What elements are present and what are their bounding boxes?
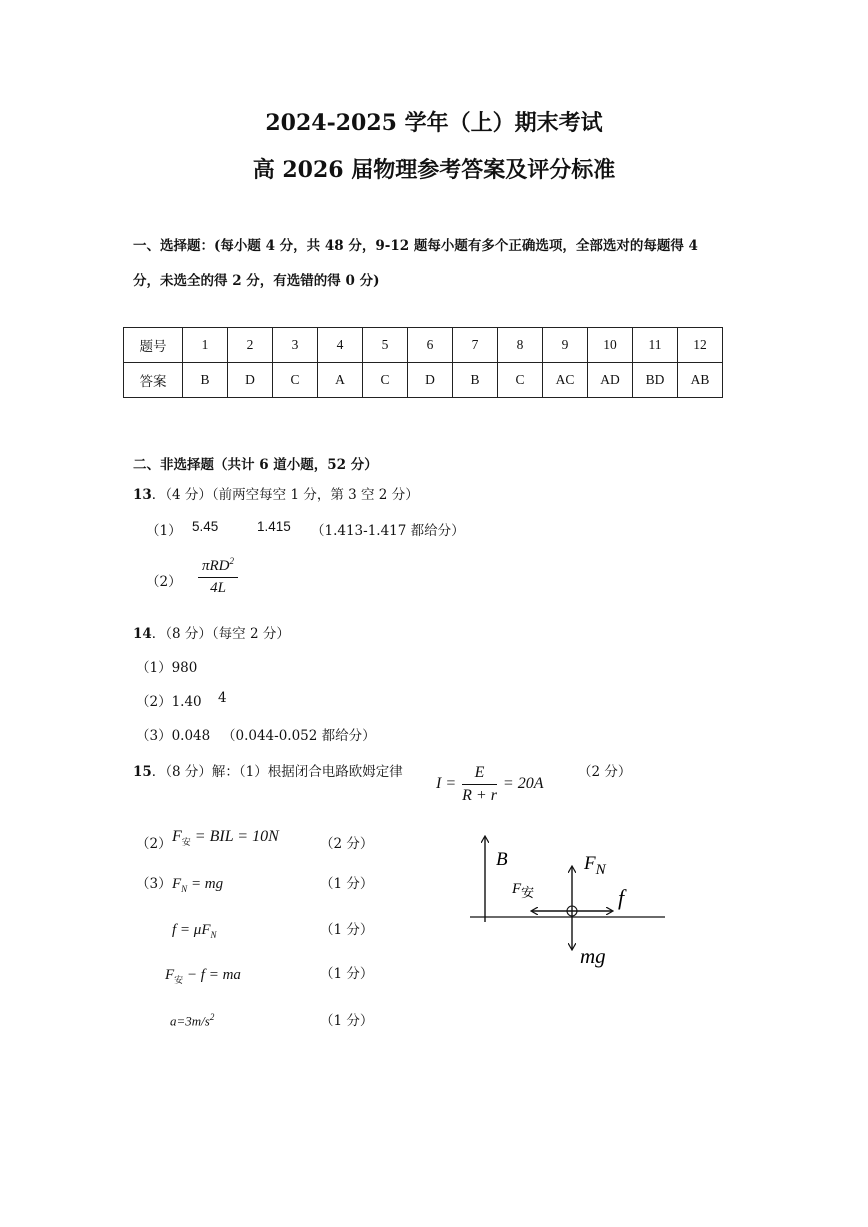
q13-numerator-exponent: 2 bbox=[229, 556, 235, 566]
q13-part2-label: （2） bbox=[146, 574, 182, 590]
table-cell: 12 bbox=[678, 328, 723, 363]
table-cell: 4 bbox=[318, 328, 363, 363]
q15-eq4-score: （1 分） bbox=[320, 922, 374, 938]
table-cell: C bbox=[273, 363, 318, 398]
table-cell: 7 bbox=[453, 328, 498, 363]
q15-eq6-score: （1 分） bbox=[320, 1013, 374, 1029]
q13-part2-fraction bbox=[198, 556, 238, 597]
q13-part1-value2: 1.415 bbox=[257, 519, 291, 534]
q13-part1-value1: 5.45 bbox=[192, 519, 219, 534]
q13-header bbox=[133, 483, 419, 503]
table-cell: AC bbox=[543, 363, 588, 398]
q15-eq1-rhs: = 20A bbox=[502, 775, 544, 793]
table-cell: B bbox=[183, 363, 228, 398]
q13-part1-label: （1） bbox=[146, 523, 182, 539]
q13-number: 13 bbox=[133, 487, 152, 503]
q14-number: 14 bbox=[133, 626, 152, 642]
q15-eq6-exp: 2 bbox=[209, 1012, 215, 1022]
page-title: 2024-2025 学年（上）期末考试 bbox=[265, 110, 603, 136]
label-fan-main: F bbox=[512, 881, 522, 897]
q13-part1-note: （1.413-1.417 都给分） bbox=[311, 523, 465, 539]
label-fn bbox=[583, 853, 607, 878]
table-cell: B bbox=[453, 363, 498, 398]
row-label-answer: 答案 bbox=[124, 363, 183, 398]
table-cell: D bbox=[408, 363, 453, 398]
q15-part2-label: （2） bbox=[136, 836, 172, 852]
q15-eq2-score: （2 分） bbox=[320, 836, 374, 852]
table-cell: BD bbox=[633, 363, 678, 398]
q15-eq2-F: F bbox=[172, 828, 182, 845]
label-fn-sub: N bbox=[595, 862, 606, 878]
q15-eq1-score: （2 分） bbox=[578, 764, 632, 780]
q15-eq3-F: F bbox=[172, 876, 182, 892]
q15-eq5-F: F bbox=[165, 967, 175, 983]
table-cell: AB bbox=[678, 363, 723, 398]
table-cell: 6 bbox=[408, 328, 453, 363]
q13-fraction-numerator: πRD bbox=[202, 558, 230, 574]
q15-eq4-sub: N bbox=[210, 930, 217, 940]
label-fan-sub: 安 bbox=[521, 886, 535, 901]
q14-part1: （1）980 bbox=[136, 660, 198, 676]
q14-part3: （3）0.048 bbox=[136, 728, 211, 744]
q13-header-text: ．（4 分）（前两空每空 1 分，第 3 空 2 分） bbox=[151, 487, 419, 503]
answer-table bbox=[123, 327, 723, 398]
label-b: B bbox=[496, 849, 508, 870]
table-cell: D bbox=[228, 363, 273, 398]
table-row-numbers bbox=[124, 328, 723, 363]
q15-eq1 bbox=[436, 764, 544, 805]
q15-eq5-score: （1 分） bbox=[320, 966, 374, 982]
table-cell: 5 bbox=[363, 328, 408, 363]
table-cell: 2 bbox=[228, 328, 273, 363]
q14-part2: （2）1.40 bbox=[136, 694, 202, 710]
table-cell: 8 bbox=[498, 328, 543, 363]
table-cell: C bbox=[498, 363, 543, 398]
row-label-number: 题号 bbox=[124, 328, 183, 363]
section1-heading-line1: 一、选择题：(每小题 4 分，共 48 分，9-12 题每小题有多个正确选项，全部选对的每题得 4 bbox=[133, 238, 698, 254]
label-mg: mg bbox=[580, 944, 606, 968]
q15-part3-label: （3） bbox=[136, 876, 172, 892]
table-cell: A bbox=[318, 363, 363, 398]
q15-eq4 bbox=[172, 922, 217, 940]
table-cell: 9 bbox=[543, 328, 588, 363]
q15-eq6 bbox=[170, 1012, 214, 1029]
label-f: f bbox=[618, 885, 625, 910]
q15-eq1-denominator: R + r bbox=[462, 787, 497, 804]
force-diagram bbox=[460, 825, 675, 975]
table-cell: 11 bbox=[633, 328, 678, 363]
table-cell: 10 bbox=[588, 328, 633, 363]
q15-eq1-lhs: I = bbox=[436, 775, 457, 793]
q15-eq3-score: （1 分） bbox=[320, 876, 374, 892]
q14-part3-note: （0.044-0.052 都给分） bbox=[222, 728, 376, 744]
q15-eq3-rhs: = mg bbox=[190, 876, 224, 892]
q15-header bbox=[133, 760, 403, 780]
label-fan bbox=[511, 881, 534, 901]
q15-number: 15 bbox=[133, 764, 152, 780]
q15-eq2-rhs: = BIL = 10N bbox=[194, 828, 279, 845]
q13-fraction-denominator: 4L bbox=[210, 580, 226, 596]
q14-part2-value2: 4 bbox=[218, 690, 227, 706]
table-cell: C bbox=[363, 363, 408, 398]
q15-eq4-lhs: f = μF bbox=[172, 922, 211, 938]
q14-header-text: ．（8 分）（每空 2 分） bbox=[151, 626, 290, 642]
q15-eq5-rhs: − f = ma bbox=[186, 967, 241, 983]
q14-header bbox=[133, 622, 290, 642]
q15-eq2-sub: 安 bbox=[181, 838, 191, 849]
q15-eq6-text: a=3m/s bbox=[170, 1013, 210, 1029]
q15-eq3-sub: N bbox=[181, 884, 188, 894]
section2-heading: 二、非选择题（共计 6 道小题，52 分） bbox=[133, 457, 378, 473]
q15-eq5 bbox=[165, 967, 241, 986]
section1-heading-line2: 分，未选全的得 2 分，有选错的得 0 分) bbox=[133, 273, 380, 289]
label-fn-main: F bbox=[584, 853, 596, 874]
q15-eq1-numerator: E bbox=[462, 764, 497, 785]
table-cell: AD bbox=[588, 363, 633, 398]
page-subtitle: 高 2026 届物理参考答案及评分标准 bbox=[252, 157, 616, 183]
table-cell: 3 bbox=[273, 328, 318, 363]
q15-header-text: ．（8 分）解：（1）根据闭合电路欧姆定律 bbox=[151, 764, 403, 780]
table-row-answers bbox=[124, 363, 723, 398]
table-cell: 1 bbox=[183, 328, 228, 363]
q15-eq2 bbox=[172, 828, 279, 848]
q15-eq5-sub: 安 bbox=[174, 976, 184, 986]
q15-eq3 bbox=[172, 876, 223, 894]
